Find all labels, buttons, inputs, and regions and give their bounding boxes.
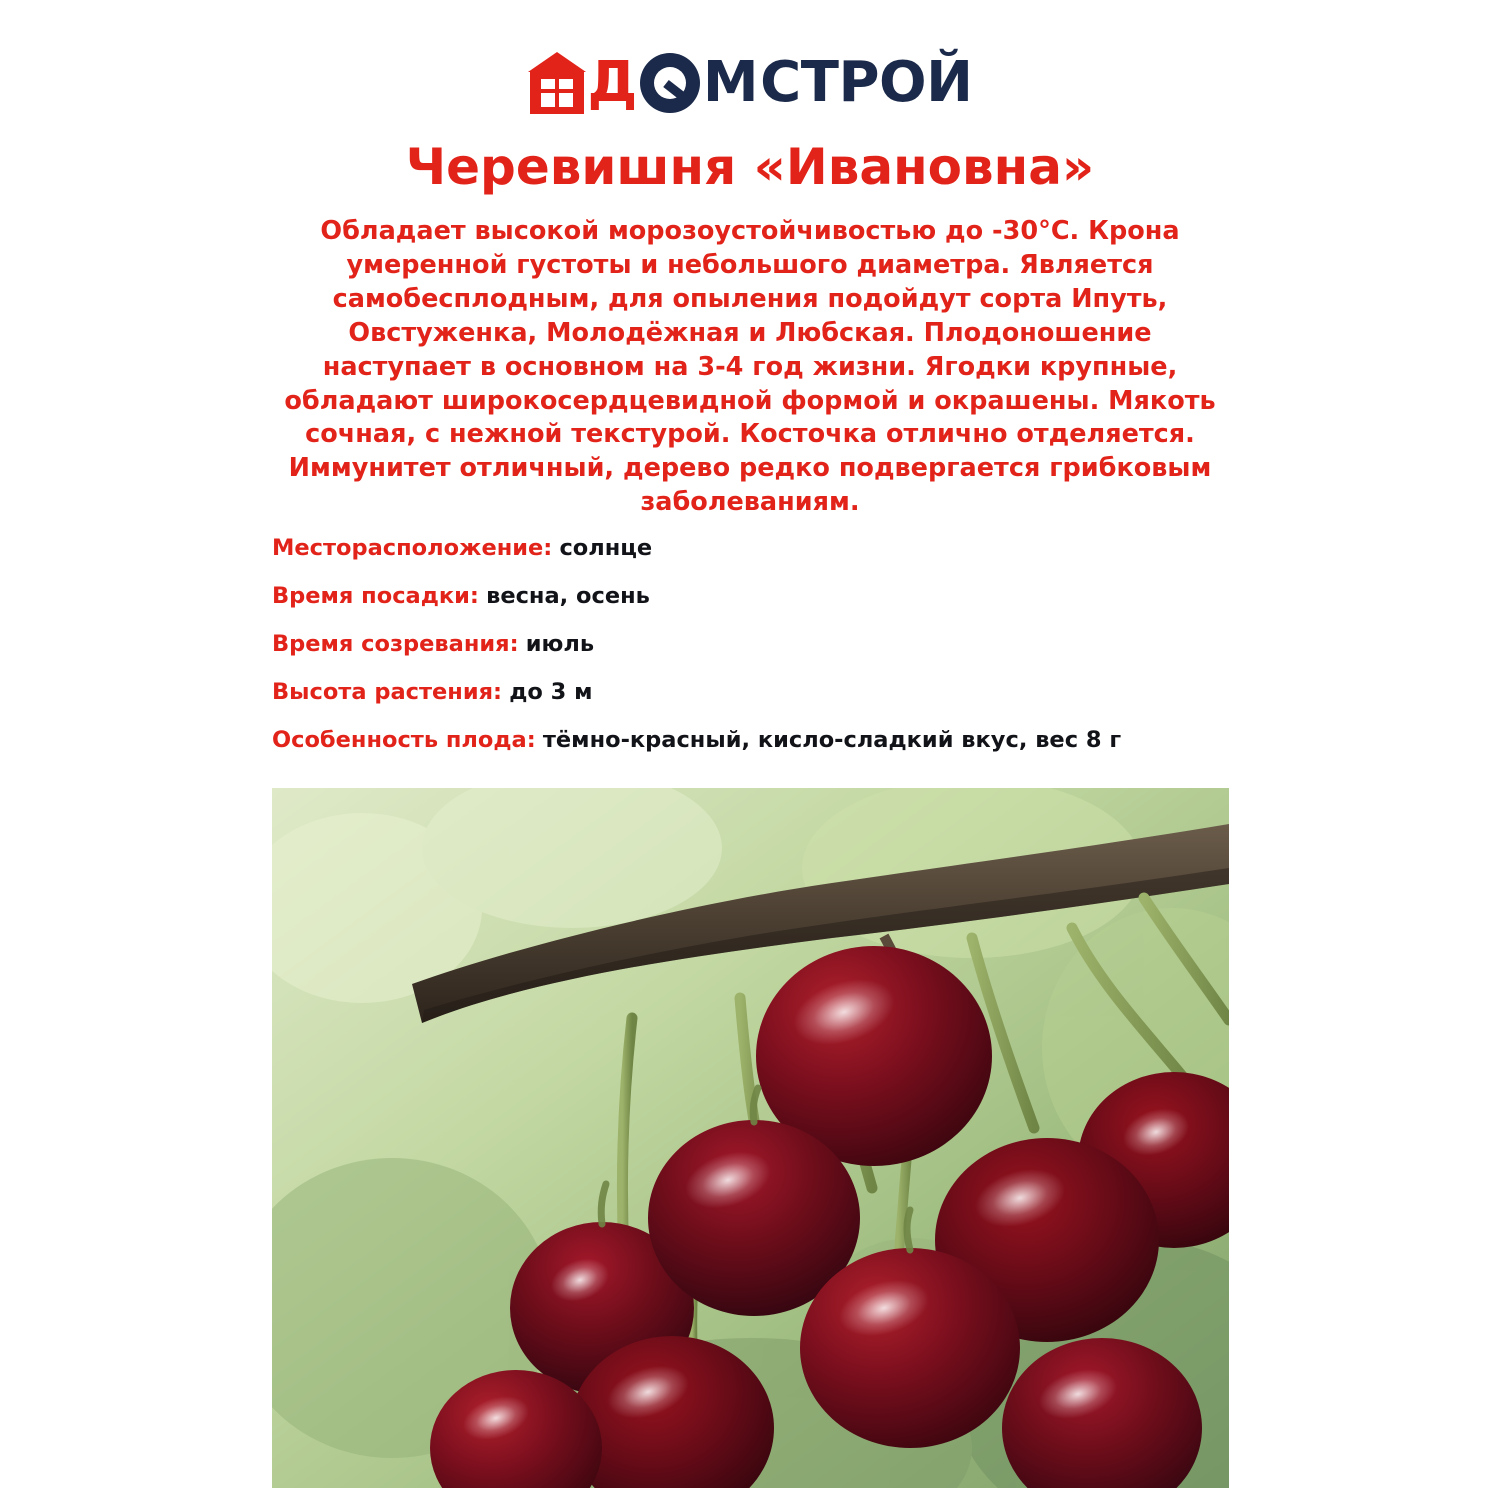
house-logo-icon [528, 52, 586, 114]
page-title: Черевишня «Ивановна» [405, 138, 1095, 196]
spec-label-fruit-feature: Особенность плода: [272, 727, 536, 753]
spec-value-plant-height: до 3 м [509, 679, 593, 705]
product-description: Обладает высокой морозоустойчивостью до -30°C. Крона умеренной густоты и небольшого диаметра. Является самобесплодным, для опыления подойдут сорта Ипуть, Овстуженка, Молодёжная и Любская. Плодоношение наступает в основном на 3-4 год жизни. Ягодки крупные, обладают широкосердцевидной формой и окрашены. Мякоть сочная, с нежной текстурой. Косточка отлично отделяется. Иммунитет отличный, дерево редко подвергается грибковым заболеваниям. [284, 216, 1216, 518]
spec-row [272, 727, 1272, 754]
spec-row [272, 679, 1272, 706]
spec-value-planting-time: весна, осень [486, 583, 650, 609]
spec-label-location: Месторасположение: [272, 535, 553, 561]
spec-row [272, 535, 1272, 562]
spec-value-location: солнце [559, 535, 653, 561]
spec-label-planting-time: Время посадки: [272, 583, 479, 609]
spec-value-ripening-time: июль [525, 631, 595, 657]
spec-list [272, 535, 1272, 775]
logo-text-m: М [702, 50, 759, 115]
product-photo [272, 788, 1229, 1488]
spec-label-ripening-time: Время созревания: [272, 631, 519, 657]
logo-text-dom: Д [587, 50, 637, 115]
spec-label-plant-height: Высота растения: [272, 679, 503, 705]
spec-row [272, 631, 1272, 658]
cherry-photo-illustration [272, 788, 1229, 1488]
spec-row [272, 583, 1272, 610]
brand-logo [0, 52, 1500, 114]
logo-text-stroy: СТРОЙ [760, 50, 973, 115]
logo-lockup [528, 52, 973, 114]
spec-value-fruit-feature: тёмно-красный, кисло-сладкий вкус, вес 8 г [542, 727, 1122, 753]
logo-o-icon [640, 53, 700, 113]
